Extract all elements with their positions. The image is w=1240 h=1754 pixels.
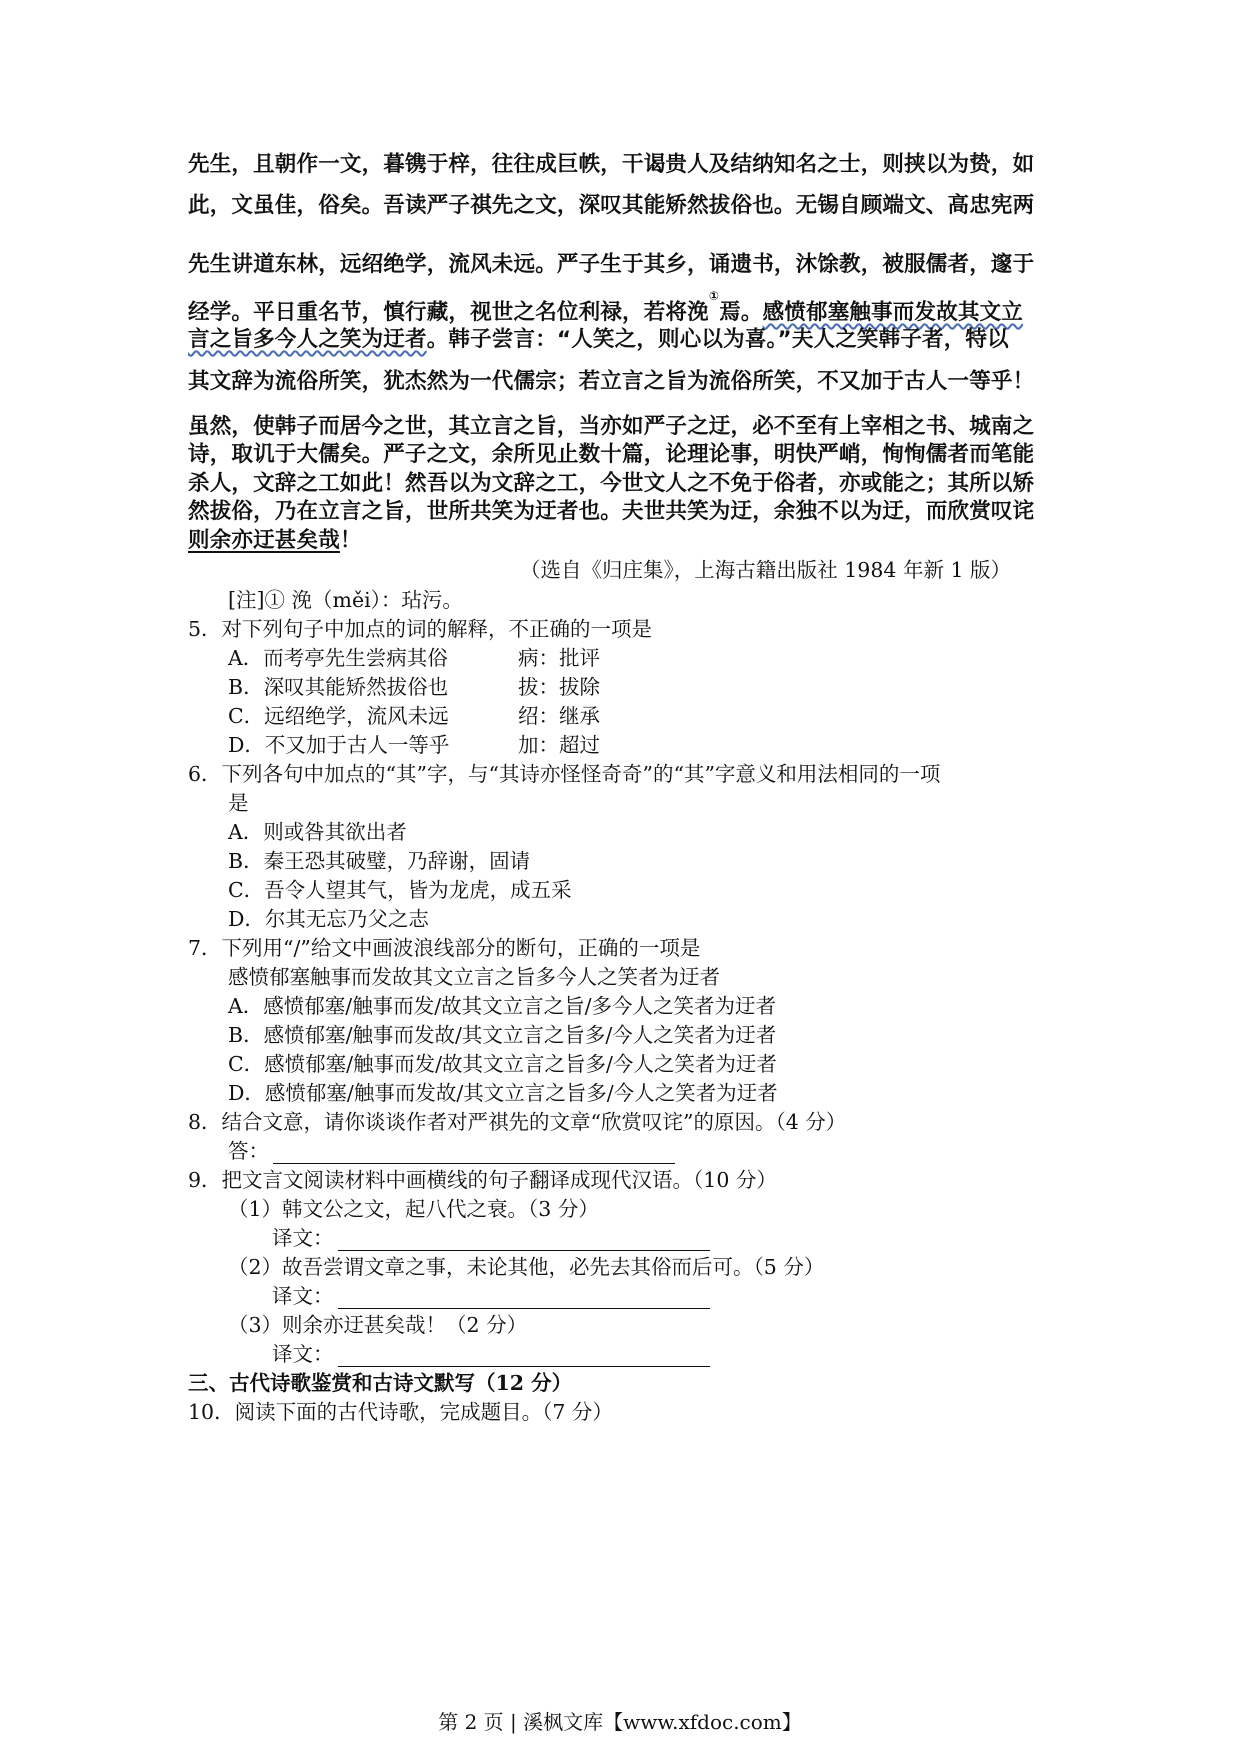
passage-line-11 (188, 523, 1058, 554)
question-5-stem: 5．对下列句子中加点的词的解释，不正确的一项是 (188, 617, 653, 641)
q7-option-b: B．感愤郁塞/触事而发故/其文立言之旨多/今人之笑者为迂者 (228, 1023, 777, 1047)
page-footer: 第 2 页 | 溪枫文库【www.xfdoc.com】 (438, 1710, 802, 1734)
passage-text: 。韩子尝言：“人笑之，则心以为喜。”夫人之笑韩子者，特以 (426, 327, 1009, 352)
q9-item-2: （2）故吾尝谓文章之事，未论其他，必先去其俗而后可。（5 分） (228, 1255, 825, 1279)
q8-answer (228, 1134, 675, 1164)
question-6-stem: 6．下列各句中加点的“其”字，与“其诗亦怪怪奇奇”的“其”字意义和用法相同的一项 (188, 762, 941, 786)
q9-item-3: （3）则余亦迂甚矣哉！（2 分） (228, 1313, 528, 1337)
translation-blank-line[interactable] (338, 1232, 710, 1251)
passage-line-3: 先生讲道东林，远绍绝学，流风未远。严子生于其乡，诵遗书，沐馀教，被服儒者，邃于 (188, 252, 1035, 277)
answer-label: 答： (228, 1139, 269, 1163)
question-8-stem: 8．结合文意，请你谈谈作者对严祺先的文章“欣赏叹诧”的原因。（4 分） (188, 1110, 847, 1134)
q6-option-a: A．则或咎其欲出者 (228, 820, 407, 844)
question-7-stem: 7．下列用“/”给文中画波浪线部分的断句，正确的一项是 (188, 936, 701, 960)
passage-line-9: 杀人，文辞之工如此！然吾以为文辞之工，今世文人之不免于俗者，亦或能之；其所以矫 (188, 471, 1035, 496)
q5-option-b: B．深叹其能矫然拔俗也 (228, 675, 449, 699)
passage-line-10: 然拔俗，乃在立言之旨，世所共笑为迂者也。夫世共笑为迂，余独不以为迂，而欣赏叹诧 (188, 499, 1035, 524)
section-3-heading: 三、古代诗歌鉴赏和古诗文默写（12 分） (188, 1371, 573, 1395)
passage-line-1: 先生，且朝作一文，暮镌于梓，往往成巨帙，干谒贵人及结纳知名之士，则挟以为贽，如 (188, 152, 1035, 177)
q7-option-d: D．感愤郁塞/触事而发故/其文立言之旨多/今人之笑者为迂者 (228, 1081, 778, 1105)
q9-item-1: （1）韩文公之文，起八代之衰。（3 分） (228, 1197, 599, 1221)
q5-option-a-gloss: 病：批评 (518, 646, 600, 670)
q6-option-c: C．吾令人望其气，皆为龙虎，成五采 (228, 878, 572, 902)
q7-option-c: C．感愤郁塞/触事而发/故其文立言之旨多/今人之笑者为迂者 (228, 1052, 777, 1076)
translation-blank-line[interactable] (338, 1348, 710, 1367)
passage-text: 经学。平日重名节，慎行藏，视世之名位利禄，若将浼 (188, 300, 709, 325)
q9-item-1-answer (272, 1221, 710, 1251)
q5-option-b-gloss: 拔：拔除 (518, 675, 600, 699)
q7-option-a: A．感愤郁塞/触事而发/故其文立言之旨/多今人之笑者为迂者 (228, 994, 777, 1018)
q9-item-2-answer (272, 1279, 710, 1309)
passage-text: ！ (339, 528, 362, 553)
question-7-quote: 感愤郁塞触事而发故其文立言之旨多今人之笑者为迂者 (228, 965, 720, 989)
translation-label: 译文： (272, 1226, 334, 1250)
q5-option-c-gloss: 绍：继承 (518, 704, 600, 728)
passage-line-7: 虽然，使韩子而居今之世，其立言之旨，当亦如严子之迂，必不至有上宰相之书、城南之 (188, 414, 1035, 439)
q6-option-d: D．尔其无忘乃父之志 (228, 907, 429, 931)
underlined-text: 则余亦迂甚矣哉 (188, 528, 340, 553)
wavy-underlined-text: 言之旨多今人之笑为迂者 (188, 327, 427, 352)
q9-item-3-answer (272, 1337, 710, 1367)
footnote: [注]① 浼（měi）：玷污。 (228, 588, 463, 612)
translation-label: 译文： (272, 1284, 334, 1308)
question-10-stem: 10．阅读下面的古代诗歌，完成题目。（7 分） (188, 1400, 613, 1424)
passage-line-6: 其文辞为流俗所笑，犹杰然为一代儒宗；若立言之旨为流俗所笑，不又加于古人一等乎！ (188, 369, 1035, 394)
footnote-marker: ① (708, 289, 720, 303)
question-9-stem: 9．把文言文阅读材料中画横线的句子翻译成现代汉语。（10 分） (188, 1168, 777, 1192)
q5-option-d-gloss: 加：超过 (518, 733, 600, 757)
translation-blank-line[interactable] (338, 1290, 710, 1309)
q5-option-c: C．远绍绝学，流风未远 (228, 704, 449, 728)
passage-line-8: 诗，取讥于大儒矣。严子之文，余所见止数十篇，论理论事，明快严峭，恂恂儒者而笔能 (188, 442, 1035, 467)
passage-line-2: 此，文虽佳，俗矣。吾读严子祺先之文，深叹其能矫然拔俗也。无锡自顾端文、高忠宪两 (188, 193, 1035, 218)
source-citation: （选自《归庄集》，上海古籍出版社 1984 年新 1 版） (520, 558, 1012, 582)
wavy-underlined-text: 感愤郁塞触事而发故其文立 (762, 300, 1023, 325)
q5-option-a (228, 641, 448, 671)
option-sentence: A．而考亭先生尝病其俗 (228, 646, 448, 670)
passage-line-5 (188, 322, 1058, 353)
question-6-stem-cont: 是 (228, 791, 249, 815)
translation-label: 译文： (272, 1342, 334, 1366)
passage-text: 焉。 (719, 300, 763, 325)
answer-blank-line[interactable] (273, 1145, 675, 1164)
q6-option-b: B．秦王恐其破璧，乃辞谢，固请 (228, 849, 531, 873)
q5-option-d: D．不又加于古人一等乎 (228, 733, 450, 757)
